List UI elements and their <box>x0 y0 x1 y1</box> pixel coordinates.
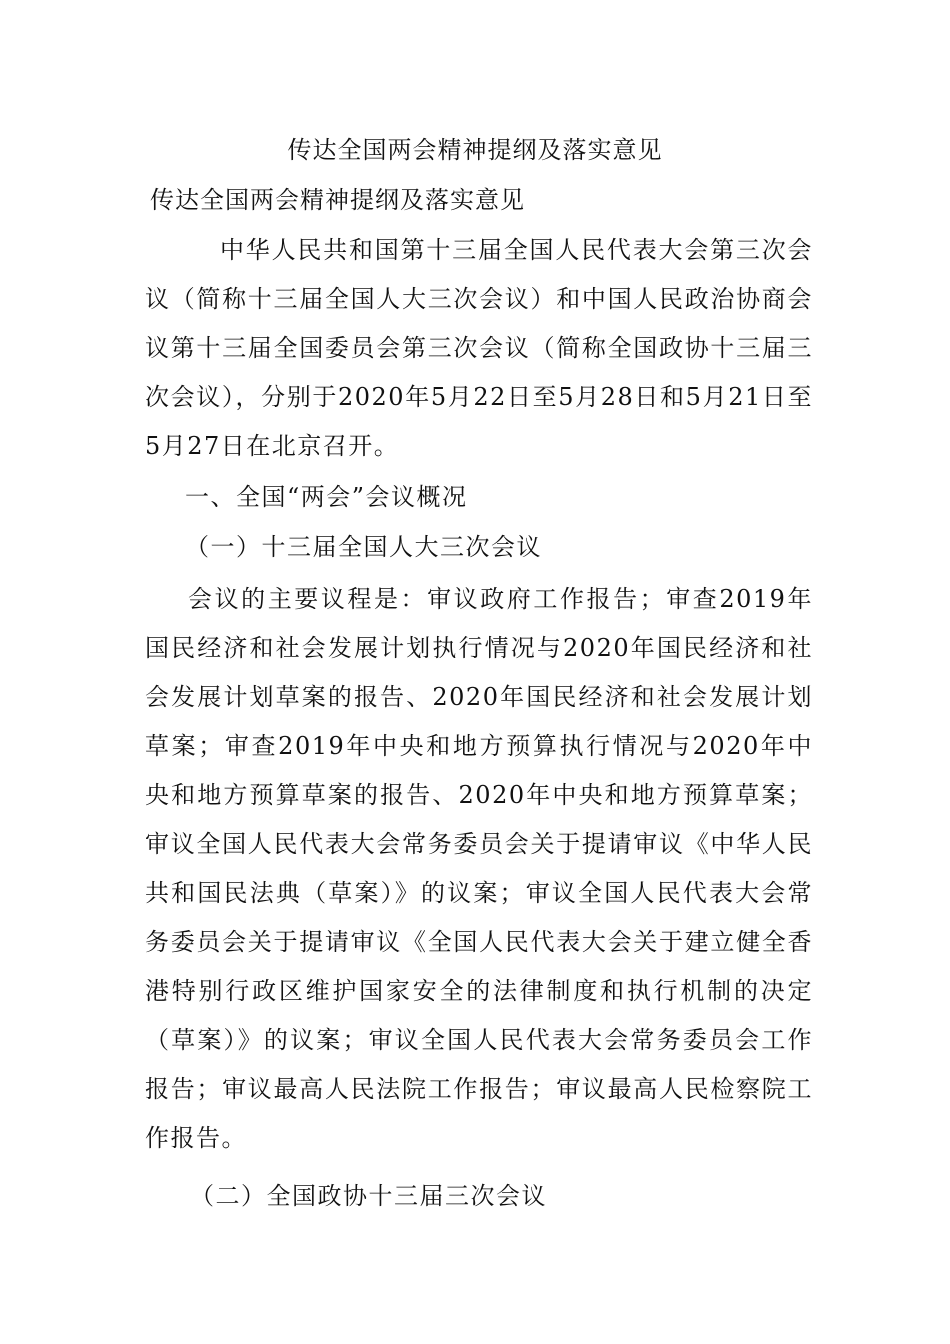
section-heading-overview: 一、全国“两会”会议概况 <box>185 483 468 511</box>
subsection-heading-npc: （一）十三届全国人大三次会议 <box>185 533 542 561</box>
document-subtitle: 传达全国两会精神提纲及落实意见 <box>150 186 525 214</box>
subsection-heading-cppcc: （二）全国政协十三届三次会议 <box>190 1182 547 1210</box>
npc-agenda-paragraph: 会议的主要议程是：审议政府工作报告；审查2019年国民经济和社会发展计划执行情况与2020年国民经济和社会发展计划草案的报告、2020年国民经济和社会发展计划草案；审查2019年中央和地方预算执行情况与2020年中央和地方预算草案的报告、2020年中央和地方预算草案；审议全国人民代表大会常务委员会关于提请审议《中华人民共和国民法典（草案）》的议案；审议全国人民代表大会常务委员会关于提请审议《全国人民代表大会关于建立健全香港特别行政区维护国家安全的法律制度和执行机制的决定（草案）》的议案；审议全国人民代表大会常务委员会工作报告；审议最高人民法院工作报告；审议最高人民检察院工作报告。 <box>145 585 813 1152</box>
document-title: 传达全国两会精神提纲及落实意见 <box>287 136 663 164</box>
intro-paragraph: 中华人民共和国第十三届全国人民代表大会第三次会议（简称十三届全国人大三次会议）和中国人民政治协商会议第十三届全国委员会第三次会议（简称全国政协十三届三次会议），分别于2020年5月22日至5月28日和5月21日至5月27日在北京召开。 <box>145 236 813 460</box>
